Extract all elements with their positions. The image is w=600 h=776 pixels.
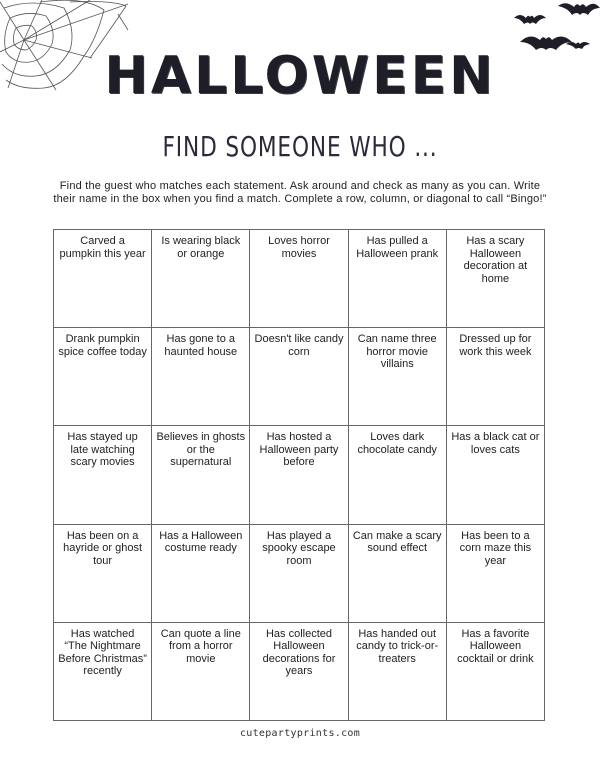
page-title: HALLOWEEN: [104, 46, 496, 106]
bingo-grid: [53, 229, 545, 721]
bingo-cell[interactable]: Has a Halloween costume ready: [152, 525, 250, 623]
bingo-cell[interactable]: Has stayed up late watching scary movies: [54, 426, 152, 524]
bingo-cell[interactable]: Believes in ghosts or the supernatural: [152, 426, 250, 524]
bingo-cell[interactable]: Has watched “The Nightmare Before Christmas” recently: [54, 623, 152, 721]
bingo-cell[interactable]: Has been to a corn maze this year: [447, 525, 545, 623]
bingo-cell[interactable]: Has collected Halloween decorations for years: [250, 623, 348, 721]
bingo-cell[interactable]: Has hosted a Halloween party before: [250, 426, 348, 524]
bingo-cell[interactable]: Has a favorite Halloween cocktail or drink: [447, 623, 545, 721]
bingo-cell[interactable]: Dressed up for work this week: [447, 328, 545, 426]
bingo-cell[interactable]: Can quote a line from a horror movie: [152, 623, 250, 721]
bingo-cell[interactable]: Carved a pumpkin this year: [54, 230, 152, 328]
bingo-cell[interactable]: Can name three horror movie villains: [349, 328, 447, 426]
bingo-cell[interactable]: Has handed out candy to trick-or-treaters: [349, 623, 447, 721]
bingo-cell[interactable]: Has gone to a haunted house: [152, 328, 250, 426]
bingo-cell[interactable]: Loves dark chocolate candy: [349, 426, 447, 524]
bingo-cell[interactable]: Loves horror movies: [250, 230, 348, 328]
instructions-text: Find the guest who matches each statement. Ask around and check as many as you can. Write their name in the box when you find a match. Complete a row, column, or diagonal to call “Bingo!”: [53, 180, 547, 205]
page-subtitle: FIND SOMEONE WHO ...: [162, 130, 438, 163]
footer-website: cutepartyprints.com: [239, 728, 361, 739]
bingo-cell[interactable]: Drank pumpkin spice coffee today: [54, 328, 152, 426]
bingo-cell[interactable]: Can make a scary sound effect: [349, 525, 447, 623]
bingo-cell[interactable]: Doesn't like candy corn: [250, 328, 348, 426]
bingo-cell[interactable]: Has been on a hayride or ghost tour: [54, 525, 152, 623]
bingo-cell[interactable]: Has a black cat or loves cats: [447, 426, 545, 524]
bingo-cell[interactable]: Has played a spooky escape room: [250, 525, 348, 623]
bingo-cell[interactable]: Is wearing black or orange: [152, 230, 250, 328]
bingo-cell[interactable]: Has a scary Halloween decoration at home: [447, 230, 545, 328]
bingo-cell[interactable]: Has pulled a Halloween prank: [349, 230, 447, 328]
